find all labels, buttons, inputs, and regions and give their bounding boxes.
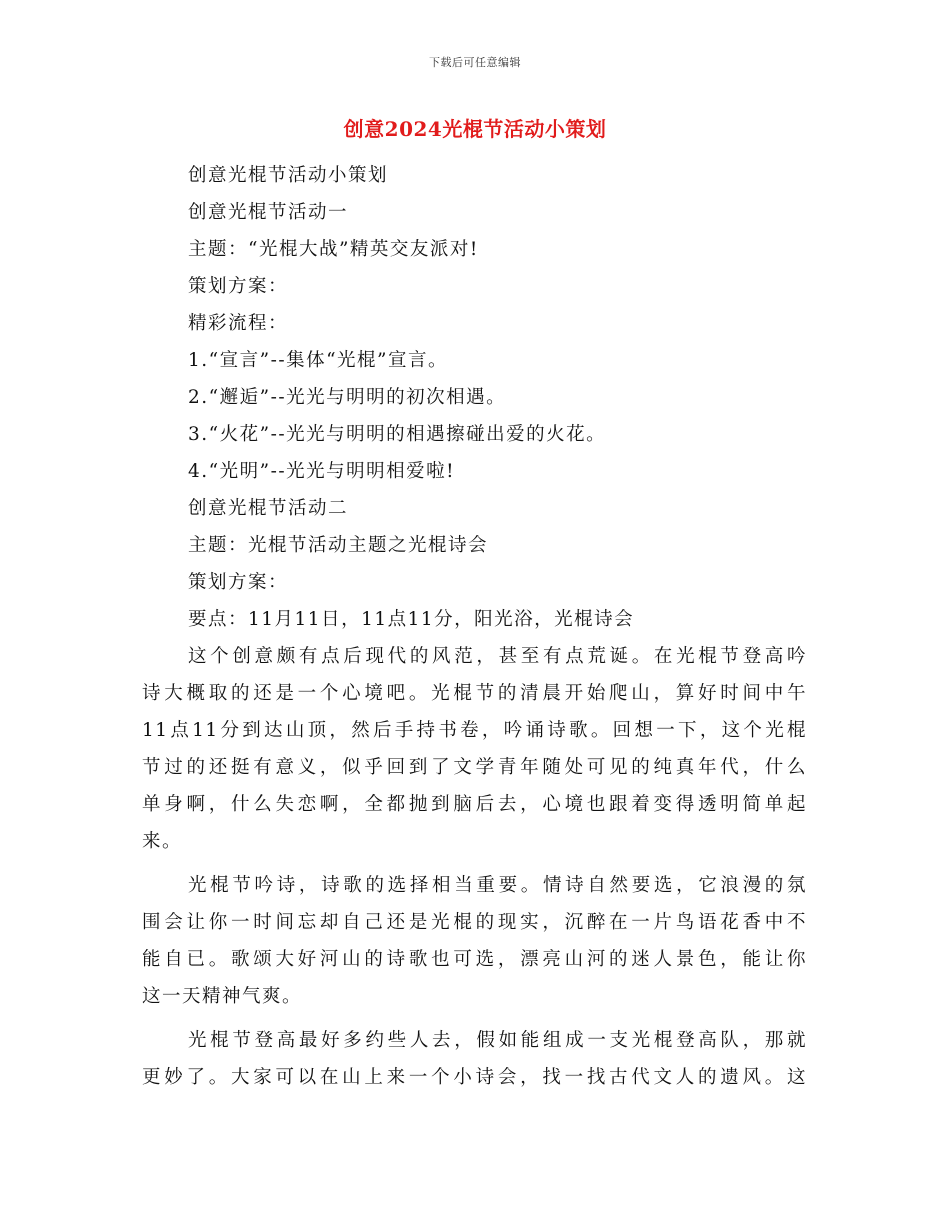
paragraph-line: 光棍节吟诗，诗歌的选择相当重要。情诗自然要选，它浪漫的氛: [188, 875, 807, 896]
body-line: 创意光棍节活动小策划: [188, 165, 389, 186]
body-line: 创意光棍节活动二: [188, 498, 349, 519]
paragraph-line: 更妙了。大家可以在山上来一个小诗会，找一找古代文人的遗风。这: [142, 1067, 807, 1088]
paragraph-line: 这一天精神气爽。: [142, 986, 303, 1007]
body-line: 主题：“光棍大战”精英交友派对!: [188, 239, 479, 260]
paragraph-1: [142, 638, 807, 860]
paragraph-line: 11点11分到达山顶，然后手持书卷，吟诵诗歌。回想一下，这个光棍: [142, 720, 807, 741]
body-line: 4.“光明”--光光与明明相爱啦!: [188, 461, 456, 482]
paragraph-3: [142, 1022, 807, 1096]
body-line: 2.“邂逅”--光光与明明的初次相遇。: [188, 387, 507, 408]
body-line: 主题：光棍节活动主题之光棍诗会: [188, 535, 489, 556]
body-line: 3.“火花”--光光与明明的相遇擦碰出爱的火花。: [188, 424, 607, 445]
body-line: 要点：11月11日，11点11分，阳光浴，光棍诗会: [188, 609, 635, 630]
paragraph-2: [142, 867, 807, 1015]
paragraph-line: 诗大概取的还是一个心境吧。光棍节的清晨开始爬山，算好时间中午: [142, 683, 807, 704]
document-body: [142, 157, 807, 1096]
document-title: 创意2024光棍节活动小策划: [343, 117, 607, 141]
body-line: 创意光棍节活动一: [188, 202, 349, 223]
paragraph-line: 光棍节登高最好多约些人去，假如能组成一支光棍登高队，那就: [188, 1030, 807, 1051]
paragraph-line: 围会让你一时间忘却自己还是光棍的现实，沉醉在一片鸟语花香中不: [142, 912, 807, 933]
body-line: 1.“宣言”--集体“光棍”宣言。: [188, 350, 448, 371]
paragraph-line: 节过的还挺有意义，似乎回到了文学青年随处可见的纯真年代，什么: [142, 757, 807, 778]
paragraph-line: 来。: [142, 831, 183, 852]
body-line: 策划方案：: [188, 276, 289, 297]
page-header: 下载后可任意编辑: [429, 56, 521, 69]
paragraph-line: 单身啊，什么失恋啊，全都抛到脑后去，心境也跟着变得透明简单起: [142, 794, 807, 815]
paragraph-line: 能自已。歌颂大好河山的诗歌也可选，漂亮山河的迷人景色，能让你: [142, 949, 807, 970]
body-line: 精彩流程：: [188, 313, 289, 334]
body-line: 策划方案：: [188, 572, 289, 593]
paragraph-line: 这个创意颇有点后现代的风范，甚至有点荒诞。在光棍节登高吟: [188, 646, 807, 667]
